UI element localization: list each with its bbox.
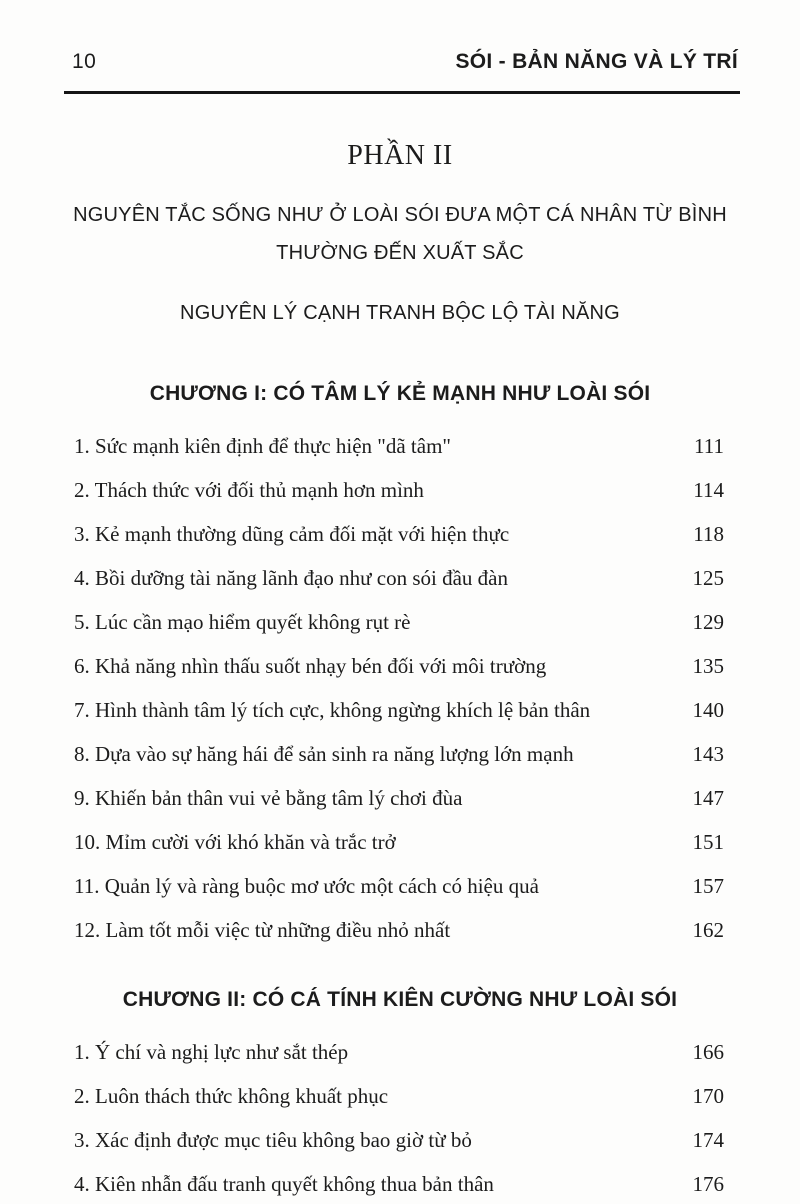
toc-entry bbox=[74, 1040, 724, 1064]
book-title: SÓI - BẢN NĂNG VÀ LÝ TRÍ bbox=[455, 50, 738, 73]
toc-entry bbox=[74, 1084, 724, 1108]
toc-entry-label: 12. Làm tốt mỗi việc từ những điều nhỏ nhất bbox=[74, 918, 451, 942]
toc-entry bbox=[74, 698, 724, 722]
toc-entry-label: 11. Quản lý và ràng buộc mơ ước một cách có hiệu quả bbox=[74, 874, 539, 898]
toc-entry-page: 157 bbox=[692, 874, 724, 898]
toc-entry bbox=[74, 830, 724, 854]
chapter-2-toc bbox=[74, 1040, 724, 1196]
toc-entry-label: 3. Kẻ mạnh thường dũng cảm đối mặt với hiện thực bbox=[74, 522, 510, 546]
toc-entry-page: 111 bbox=[694, 434, 724, 458]
toc-entry bbox=[74, 918, 724, 942]
chapter-1-section bbox=[0, 382, 800, 942]
chapter-1-toc bbox=[74, 434, 724, 942]
chapter-1-heading: CHƯƠNG I: CÓ TÂM LÝ KẺ MẠNH NHƯ LOÀI SÓI bbox=[149, 382, 651, 405]
folio-page-number: 10 bbox=[72, 50, 97, 73]
toc-entry-label: 4. Bồi dưỡng tài năng lãnh đạo như con sói đầu đàn bbox=[74, 566, 508, 590]
toc-entry bbox=[74, 874, 724, 898]
toc-entry bbox=[74, 654, 724, 678]
toc-entry-page: 162 bbox=[692, 918, 724, 942]
toc-entry bbox=[74, 434, 724, 458]
toc-entry bbox=[74, 478, 724, 502]
toc-entry bbox=[74, 610, 724, 634]
toc-entry-page: 114 bbox=[693, 478, 724, 502]
running-header bbox=[0, 0, 800, 74]
toc-entry-label: 9. Khiến bản thân vui vẻ bằng tâm lý chơi đùa bbox=[74, 786, 463, 810]
part-title: PHẦN II bbox=[347, 140, 453, 171]
chapter-2-section bbox=[0, 988, 800, 1196]
chapter-2-heading: CHƯƠNG II: CÓ CÁ TÍNH KIÊN CƯỜNG NHƯ LOÀI SÓI bbox=[122, 988, 678, 1011]
toc-entry-label: 1. Sức mạnh kiên định để thực hiện "dã tâm" bbox=[74, 434, 451, 458]
toc-entry-label: 4. Kiên nhẫn đấu tranh quyết không thua bản thân bbox=[74, 1172, 494, 1196]
toc-entry bbox=[74, 1172, 724, 1196]
toc-entry-page: 140 bbox=[692, 698, 724, 722]
toc-entry-label: 10. Mỉm cười với khó khăn và trắc trở bbox=[74, 830, 396, 854]
toc-entry bbox=[74, 566, 724, 590]
toc-entry-label: 2. Luôn thách thức không khuất phục bbox=[74, 1084, 389, 1108]
part-subtitle-secondary: NGUYÊN LÝ CẠNH TRANH BỘC LỘ TÀI NĂNG bbox=[180, 302, 620, 324]
toc-entry-label: 3. Xác định được mục tiêu không bao giờ từ bỏ bbox=[74, 1128, 472, 1152]
toc-entry-label: 6. Khả năng nhìn thấu suốt nhạy bén đối với môi trường bbox=[74, 654, 547, 678]
toc-entry bbox=[74, 742, 724, 766]
toc-entry-page: 166 bbox=[692, 1040, 724, 1064]
toc-entry-page: 118 bbox=[693, 522, 724, 546]
toc-entry-page: 176 bbox=[692, 1172, 724, 1196]
toc-entry-page: 174 bbox=[692, 1128, 724, 1152]
toc-entry-label: 2. Thách thức với đối thủ mạnh hơn mình bbox=[74, 478, 424, 502]
toc-entry bbox=[74, 522, 724, 546]
toc-entry-page: 135 bbox=[692, 654, 724, 678]
toc-entry-label: 8. Dựa vào sự hăng hái để sản sinh ra năng lượng lớn mạnh bbox=[74, 742, 574, 766]
toc-entry-page: 147 bbox=[692, 786, 724, 810]
toc-entry-page: 125 bbox=[692, 566, 724, 590]
header-rule bbox=[64, 91, 740, 94]
toc-entry-page: 143 bbox=[692, 742, 724, 766]
toc-entry bbox=[74, 786, 724, 810]
toc-entry bbox=[74, 1128, 724, 1152]
toc-entry-page: 129 bbox=[692, 610, 724, 634]
toc-entry-page: 151 bbox=[692, 830, 724, 854]
part-subtitle-main: NGUYÊN TẮC SỐNG NHƯ Ở LOÀI SÓI ĐƯA MỘT CÁ NHÂN TỪ BÌNH THƯỜNG ĐẾN XUẤT SẮC bbox=[73, 204, 727, 264]
toc-entry-label: 5. Lúc cần mạo hiểm quyết không rụt rè bbox=[74, 610, 411, 634]
toc-entry-label: 1. Ý chí và nghị lực như sắt thép bbox=[74, 1040, 349, 1064]
toc-entry-page: 170 bbox=[692, 1084, 724, 1108]
toc-entry-label: 7. Hình thành tâm lý tích cực, không ngừng khích lệ bản thân bbox=[74, 698, 591, 722]
